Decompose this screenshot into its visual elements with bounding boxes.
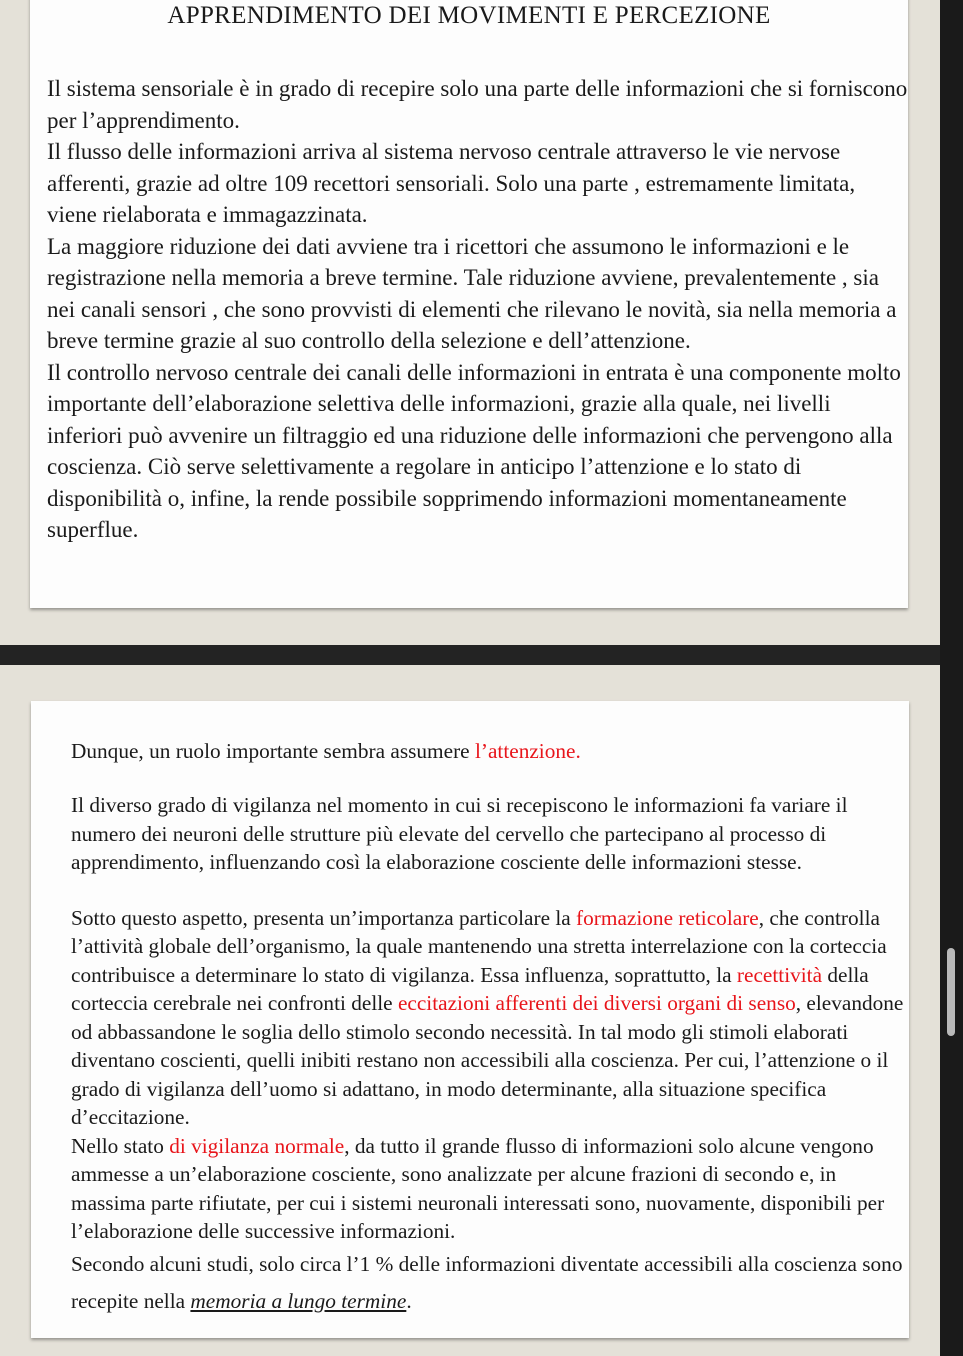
highlight-afferent-excitations: eccitazioni afferenti dei diversi organi di senso bbox=[397, 991, 796, 1015]
paragraph-long-term-memory bbox=[71, 1246, 911, 1320]
scrollbar-track bbox=[940, 0, 963, 1356]
text-span: , che controlla l’attività globale dell’organismo, la quale mantenendo una stretta interrelazione con la corteccia contribuisce a determinare lo stato di vigilanza. Essa influenza, soprattutto, la bbox=[71, 905, 887, 987]
scrollbar-thumb[interactable] bbox=[947, 948, 955, 1036]
page-2 bbox=[31, 701, 909, 1338]
page-2-body bbox=[71, 737, 911, 1320]
page-divider bbox=[0, 645, 940, 665]
highlight-normal-vigilance: di vigilanza normale bbox=[169, 1133, 345, 1158]
paragraph-reticular bbox=[71, 904, 911, 1132]
text-span: Nello stato bbox=[71, 1133, 170, 1158]
text-span: , da tutto il grande flusso di informazioni solo alcune vengono ammesse a un’elaborazione cosciente, sono analizzate per alcune frazioni di secondo e, in massima parte rifiutate, per cui i sistemi neuronali interessati sono, nuovamente, disponibili per l’elaborazione delle successive informazioni. bbox=[71, 1133, 885, 1243]
text-span: della corteccia cerebrale nei confronti delle bbox=[71, 962, 869, 1015]
paragraph: Il flusso delle informazioni arriva al sistema nervoso centrale attraverso le vie nervose afferenti, grazie ad oltre 109 recettori sensoriali. Solo una parte , estremamente limitata, viene rielaborata e immagazzinata. bbox=[47, 139, 856, 227]
paragraph-normal-vigilance bbox=[71, 1132, 911, 1246]
text-span: , elevandone od abbassandone le soglia dello stimolo secondo necessità. In tal modo gli stimoli elaborati diventano coscienti, quelli inibiti restano non accessibili alla coscienza. Per cui, l’attenzione o il grado di vigilanza dell’uomo si adattano, in modo determinante, alla situazione specifica d’eccitazione. bbox=[71, 991, 904, 1129]
page-title: APPRENDIMENTO DEI MOVIMENTI E PERCEZIONE bbox=[167, 2, 771, 29]
text-span: Secondo alcuni studi, solo circa l’1 % delle informazioni diventate accessibili alla coscienza sono recepite nella bbox=[71, 1251, 903, 1313]
text-span: Sotto questo aspetto, presenta un’importanza particolare la bbox=[71, 905, 577, 930]
highlight-reticular-formation: formazione reticolare bbox=[576, 905, 759, 930]
text-span: . bbox=[406, 1288, 412, 1313]
paragraph-vigilance: Il diverso grado di vigilanza nel momento in cui si recepiscono le informazioni fa variare il numero dei neuroni delle strutture più elevate del cervello che partecipano al processo di apprendimento, influenzando così la elaborazione cosciente delle informazioni stesse. bbox=[71, 793, 848, 874]
highlight-attention: l’attenzione. bbox=[474, 739, 581, 763]
paragraph: Il sistema sensoriale è in grado di recepire solo una parte delle informazioni che si forniscono per l’apprendimento. bbox=[47, 76, 908, 133]
long-term-memory-link: memoria a lungo termine bbox=[190, 1288, 407, 1313]
text-span: Dunque, un ruolo importante sembra assumere bbox=[71, 739, 475, 763]
paragraph: La maggiore riduzione dei dati avviene tra i ricettori che assumono le informazioni e le registrazione nella memoria a breve termine. Tale riduzione avviene, prevalentemente , sia nei canali sensori , che sono provvisti di elementi che rilevano le novità, sia nella memoria a breve termine grazie al suo controllo della selezione e dell’attenzione. bbox=[47, 233, 897, 353]
paragraph: Il controllo nervoso centrale dei canali delle informazioni in entrata è una componente molto importante dell’elaborazione selettiva delle informazioni, grazie alla quale, nei livelli inferiori può avvenire un filtraggio ed una riduzione delle informazioni che pervengono alla coscienza. Ciò serve selettivamente a regolare in anticipo l’attenzione e lo stato di disponibilità o, infine, la rende possibile sopprimendo informazioni momentaneamente superflue. bbox=[47, 359, 901, 542]
paragraph-attention bbox=[71, 737, 911, 765]
page-1 bbox=[30, 0, 908, 608]
highlight-receptivity: recettività bbox=[736, 962, 823, 987]
page-1-body bbox=[47, 73, 909, 546]
